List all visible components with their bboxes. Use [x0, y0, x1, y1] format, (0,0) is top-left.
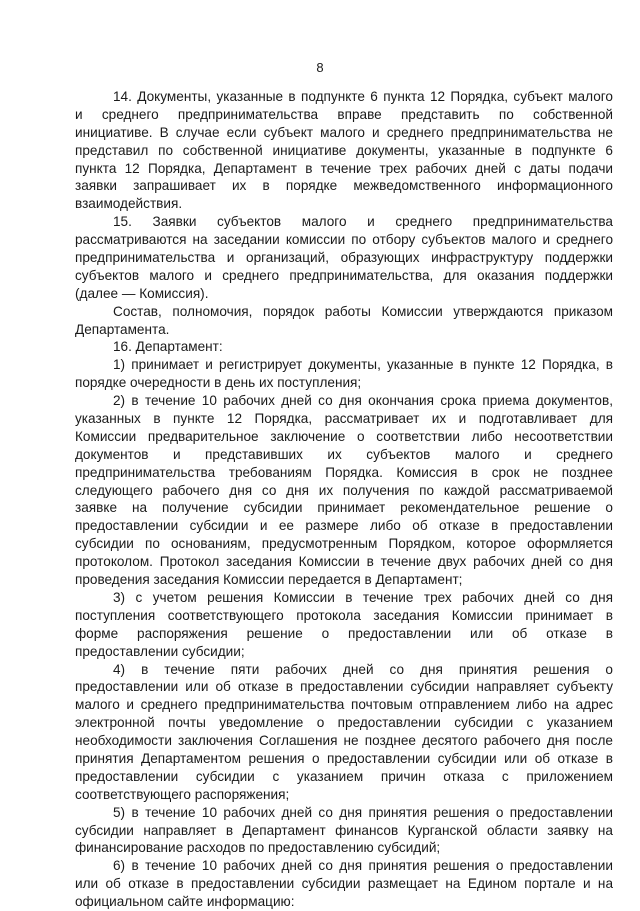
text-line: 1) принимает и регистрирует документы, указанные в пункте 12 Порядка, в — [113, 357, 613, 373]
text-line: финансирование расходов по предоставлению субсидий; — [75, 840, 441, 856]
text-line: 5) в течение 10 рабочих дней со дня принятия решения о предоставлении — [113, 804, 613, 820]
text-line: заявке на получение субсидии принимает рекомендательное решение о — [75, 500, 613, 516]
text-line: предпринимательства и организаций, образующих инфраструктуру поддержки — [75, 250, 613, 266]
text-line: 6) в течение 10 рабочих дней со дня принятия решения о предоставлении — [113, 858, 613, 874]
text-line: (далее — Комиссия). — [75, 285, 209, 301]
page-number: 8 — [316, 60, 324, 75]
text-line: 4) в течение пяти рабочих дней со дня принятия решения о — [113, 661, 613, 677]
text-line: порядке очередности в день их поступления; — [75, 375, 362, 391]
text-line: протоколом. Протокол заседания Комиссии в течение двух рабочих дней со дня — [75, 554, 613, 570]
text-line: поступления соответствующего протокола заседания Комиссии принимает в — [75, 607, 613, 623]
text-line: инициативе. В случае если субъект малого и среднего предпринимательства не — [75, 124, 613, 140]
text-line: 15. Заявки субъектов малого и среднего предпринимательства — [113, 214, 613, 230]
text-line: или об отказе в предоставлении субсидии размещает на Едином портале и на — [75, 876, 613, 892]
text-line: и среднего предпринимательства вправе представить по собственной — [75, 106, 613, 122]
text-line: следующего рабочего дня со дня их получения по каждой рассматриваемой — [75, 482, 613, 498]
text-line: представил по собственной инициативе документы, указанные в подпункте 6 — [75, 142, 613, 158]
text-line: документов и представивших их субъектов малого и среднего — [75, 446, 613, 462]
text-line: проведения заседания Комиссии передается в Департамент; — [75, 572, 463, 588]
text-line: субсидии направляет в Департамент финансов Курганской области заявку на — [75, 822, 613, 838]
text-line: предоставлении или об отказе в предоставлении субсидии направляет субъекту — [75, 679, 613, 695]
text-line: Департамента. — [75, 321, 170, 337]
text-line: 3) с учетом решения Комиссии в течение трех рабочих дней со дня — [113, 589, 613, 605]
document-body — [75, 88, 613, 911]
text-line: пункта 12 Порядка, Департамент в течение трех рабочих дней с даты подачи — [75, 160, 613, 176]
text-line: взаимодействия. — [75, 196, 183, 212]
text-line: субъектов малого и среднего предпринимательства, для оказания поддержки — [75, 267, 613, 283]
text-line: указанных в пункте 12 Порядка, рассматривает их и подготавливает для — [75, 411, 613, 427]
text-line: предпринимательства требованиям Порядка. Комиссия в срок не позднее — [75, 464, 613, 480]
text-line: заявки запрашивает их в порядке межведомственного информационного — [75, 178, 613, 194]
text-line: предоставлении субсидии; — [75, 643, 245, 659]
text-line: 2) в течение 10 рабочих дней со дня окончания срока приема документов, — [113, 393, 613, 409]
text-line: Комиссии предварительное заключение о соответствии либо несоответствии — [75, 428, 613, 444]
text-line: 16. Департамент: — [113, 339, 223, 355]
text-line: принятия Департаментом решения о предоставлении субсидии или об отказе в — [75, 750, 613, 766]
text-line: форме распоряжения решение о предоставлении или об отказе в — [75, 625, 613, 641]
text-line: электронной почты уведомление о предоставлении субсидии с указанием — [75, 715, 613, 731]
text-line: необходимости заключения Соглашения не позднее десятого рабочего дня после — [75, 733, 613, 749]
text-line: соответствующего распоряжения; — [75, 786, 290, 802]
text-line: субсидии по основаниям, предусмотренным Порядком, которое оформляется — [75, 536, 613, 552]
text-line: малого и среднего предпринимательства почтовым отправлением либо на адрес — [75, 697, 613, 713]
text-line: предоставлении субсидии и ее размере либо об отказе в предоставлении — [75, 518, 613, 534]
text-line: 14. Документы, указанные в подпункте 6 пункта 12 Порядка, субъект малого — [113, 89, 613, 104]
text-line: официальном сайте информацию: — [75, 894, 295, 910]
text-line: Состав, полномочия, порядок работы Комиссии утверждаются приказом — [113, 303, 613, 319]
text-line: предоставлении субсидии с указанием причин отказа с приложением — [75, 768, 613, 784]
text-line: рассматриваются на заседании комиссии по отбору субъектов малого и среднего — [75, 232, 613, 248]
